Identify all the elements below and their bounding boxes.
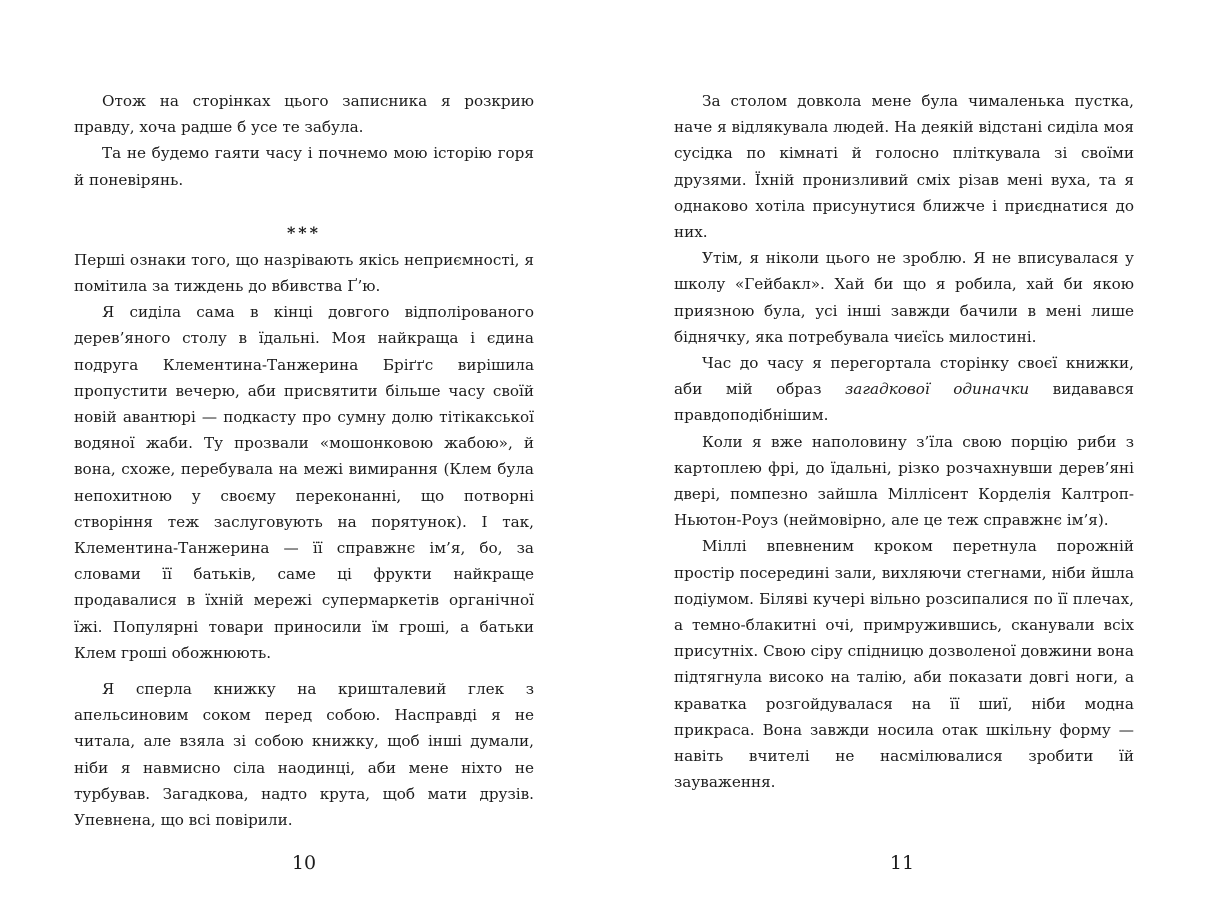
right-paragraph-3 — [674, 350, 1134, 429]
left-paragraph-3: Перші ознаки того, що назрівають якісь неприємності, я помітила за тиждень до вбивства Ґ’ю. — [74, 250, 534, 296]
section-separator: *** — [286, 222, 322, 242]
left-page — [74, 88, 534, 833]
left-paragraph-1: Отож на сторінках цього записника я розкрию правду, хоча радше б усе те забула. — [74, 92, 534, 137]
page-number-right: 11 — [889, 852, 915, 874]
right-paragraph-5: Міллі впевненим кроком перетнула порожній простір посередині зали, вихляючи стегнами, ніби йшла подіумом. Біляві кучері вільно розсипалися по її плечах, а темно-блакитні очі, примружившись, сканували всіх присутніх. Свою сіру спідницю дозволеної довжини вона підтягнула високо на талію, аби показати довгі ноги, а краватка розгойдувалася на її шиї, ніби модна прикраса. Вона завжди носила отак шкільну форму — навіть вчителі не насмілювалися зробити їй зауваження. — [674, 537, 1134, 792]
right-paragraph-3-italic: загадкової одиначки — [845, 380, 1030, 399]
left-top-block — [74, 88, 534, 193]
right-paragraph-3-before: Час до часу я перегортала сторінку своєї книжки, аби мій образ — [674, 354, 1134, 399]
right-paragraph-3-after: видавався правдоподібнішим. — [674, 380, 1135, 425]
left-paragraph-2: Та не будемо гаяти часу і почнемо мою історію горя й поневірянь. — [74, 144, 534, 189]
left-paragraph-5: Я сперла книжку на кришталевий глек з апельсиновим соком перед собою. Насправді я не читала, але взяла зі собою книжку, щоб інші думали, ніби я навмисно сіла наодинці, аби мене ніхто не турбував. Загадкова, надто крута, щоб мати друзів. Упевнена, що всі повірили. — [74, 680, 534, 830]
right-paragraph-4: Коли я вже наполовину з’їла свою порцію риби з картоплею фрі, до їдальні, різко розчахнувши дерев’яні двері, помпезно зайшла Міллісент Корделія Калтроп-Ньютон-Роуз (неймовірно, але це теж справжнє ім’я). — [674, 432, 1134, 530]
right-paragraph-1: За столом довкола мене була чималенька пустка, наче я відлякувала людей. На деякій відстані сиділа моя сусідка по кімнаті й голосно пліткувала зі своїми друзями. Їхній пронизливий сміх різав мені вуха, та я однаково хотіла присунутися ближче і приєднатися до них. — [674, 92, 1134, 242]
right-paragraph-2: Утім, я ніколи цього не зроблю. Я не вписувалася у школу «Гейбакл». Хай би що я робила, хай би якою приязною була, усі інші завжди бачили в мені лише біднячку, яка потребувала чиєїсь милостині. — [674, 249, 1134, 346]
right-page — [674, 88, 1134, 795]
page-number-left: 10 — [291, 852, 317, 874]
left-paragraph-4: Я сиділа сама в кінці довгого відполірованого дерев’яного столу в їдальні. Моя найкраща і єдина подруга Клементина-Танжерина Бріґґс вирішила пропустити вечерю, аби присвятити більше часу своїй новій авантюрі — подкасту про сумну долю тітікакської водяної жаби. Ту прозвали «мошонковою жабою», й вона, схоже, перебувала на межі вимирання (Клем була непохитною у своєму переконанні, що потворні створіння теж заслуговують на порятунок). І так, Клементина-Танжерина — її справжнє ім’я, бо, за словами її батьків, саме ці фрукти найкраще продавалися в їхній мережі супермаркетів органічної їжі. Популярні товари приносили їм гроші, а батьки Клем гроші обожнюють. — [74, 303, 534, 662]
